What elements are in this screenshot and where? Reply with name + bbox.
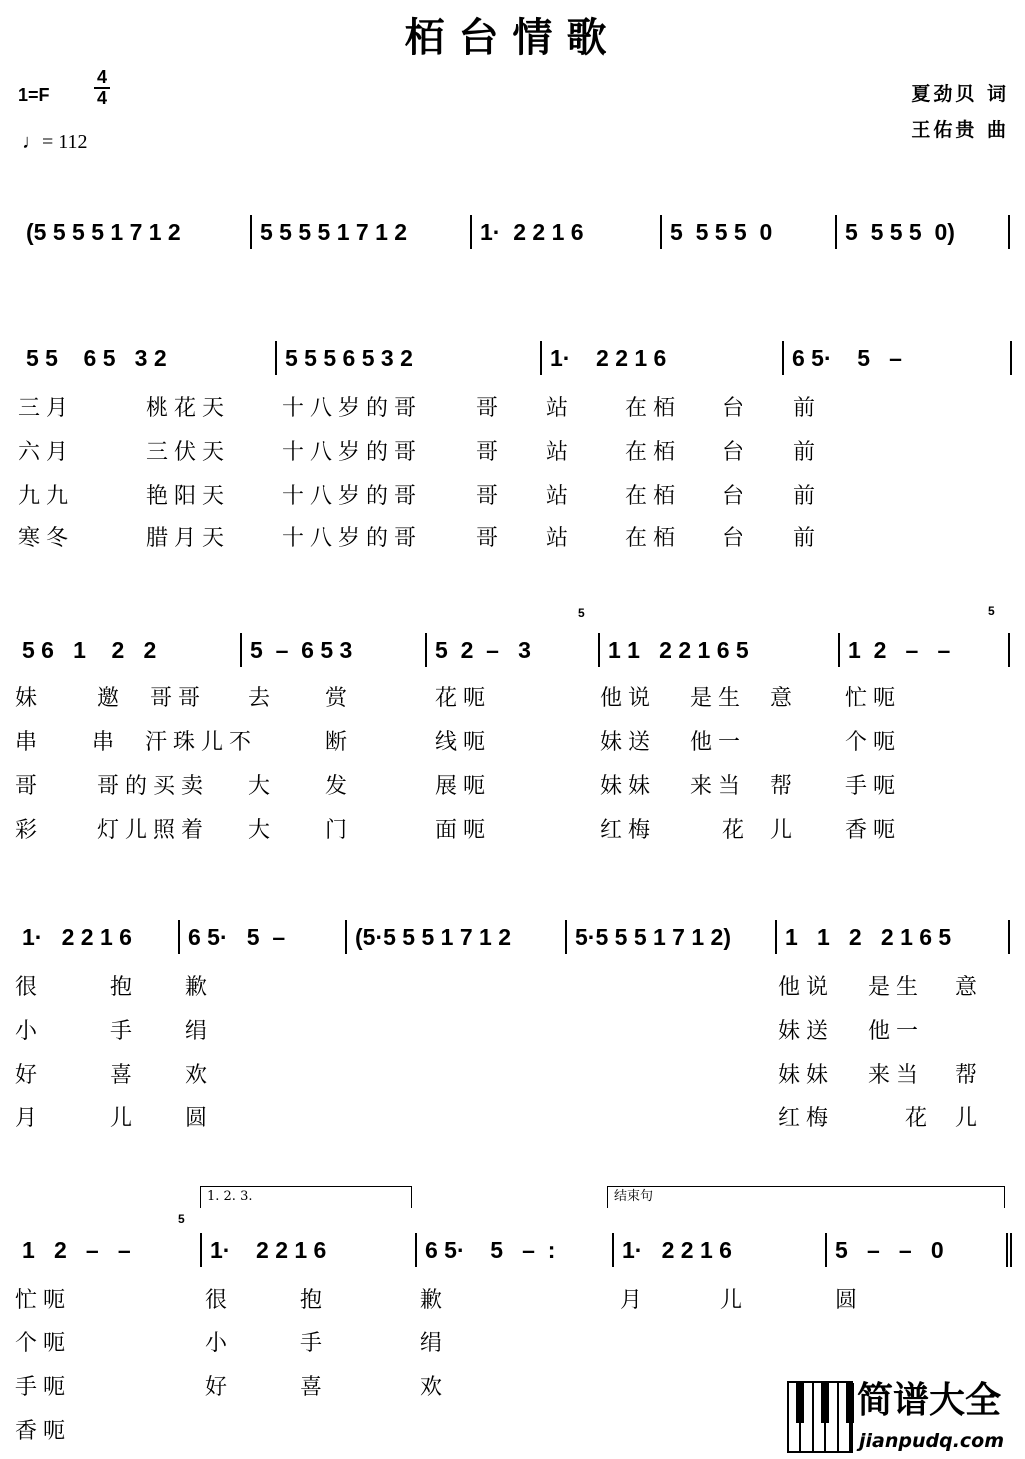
lyric-syllable: 邀 [97, 686, 126, 711]
lyric-syllable: 艳阳天 [146, 484, 231, 509]
lyric-syllable: 面呃 [435, 818, 492, 843]
lyric-syllable: 六月 [18, 440, 75, 465]
piano-keys-icon [787, 1381, 853, 1453]
lyric-syllable: 意 [770, 686, 799, 711]
measure: 6 5· 5 – [782, 341, 1012, 375]
lyric-syllable: 台 [722, 526, 751, 551]
measure: 5 2 – 3 [425, 633, 598, 667]
lyric-syllable: 桃花天 [146, 396, 231, 421]
logo-url: jianpudq.com [859, 1430, 1005, 1452]
measure: 1· 2 2 1 6 [200, 1233, 415, 1267]
lyric-syllable: 在栢 [625, 484, 682, 509]
lyric-syllable: 哥哥 [150, 686, 207, 711]
time-signature-top: 4 [96, 67, 107, 87]
lyricist-credit: 夏劲贝 词 [911, 83, 1009, 105]
grace-note: 5 [988, 604, 995, 618]
lyric-syllable: 大 [248, 818, 277, 843]
measure: 6 5· 5 – [178, 920, 345, 954]
measure: 5 – – 0 [825, 1233, 1012, 1267]
lyric-syllable: 站 [546, 440, 575, 465]
staff-row [18, 341, 1012, 375]
lyric-syllable: 他说 [600, 686, 657, 711]
lyric-syllable: 小 [205, 1331, 234, 1356]
lyric-syllable: 是生 [690, 686, 747, 711]
lyric-syllable: 台 [722, 484, 751, 509]
lyric-syllable: 三月 [18, 396, 75, 421]
lyric-syllable: 前 [793, 484, 822, 509]
lyric-syllable: 好 [205, 1375, 234, 1400]
lyric-syllable: 花呃 [435, 686, 492, 711]
measure: 1 1 2 2 1 6 5 [598, 633, 838, 667]
lyric-syllable: 很 [205, 1288, 234, 1313]
lyric-syllable: 他一 [868, 1019, 925, 1044]
lyric-syllable: 在栢 [625, 396, 682, 421]
lyric-syllable: 小 [15, 1019, 44, 1044]
measure: 5 – 6 5 3 [240, 633, 425, 667]
lyric-syllable: 前 [793, 396, 822, 421]
lyric-syllable: 十八岁的哥 [282, 526, 423, 551]
staff-row [14, 920, 1010, 954]
lyric-syllable: 大 [248, 774, 277, 799]
volta-final-ending: 结束句 [607, 1186, 1005, 1208]
lyric-syllable: 哥的买卖 [97, 774, 210, 799]
volta-repeat-ending: 1. 2. 3. [200, 1186, 412, 1208]
measure: 5 5 6 5 3 2 [26, 345, 167, 371]
lyric-syllable: 十八岁的哥 [282, 484, 423, 509]
site-logo [787, 1379, 1019, 1455]
lyric-syllable: 站 [546, 396, 575, 421]
measure: 5·5 5 5 1 7 1 2) [565, 920, 775, 954]
lyric-syllable: 前 [793, 526, 822, 551]
measure: 1· 2 2 1 6 [540, 341, 782, 375]
lyric-syllable: 哥 [476, 396, 505, 421]
lyric-syllable: 意 [955, 975, 984, 1000]
lyric-syllable: 圆 [835, 1288, 864, 1313]
lyric-syllable: 圆 [185, 1106, 214, 1131]
lyric-syllable: 妹 [15, 686, 44, 711]
staff-row [18, 215, 1010, 249]
lyric-syllable: 儿 [720, 1288, 749, 1313]
measure: 1· 2 2 1 6 [22, 924, 132, 950]
lyric-syllable: 腊月天 [146, 526, 231, 551]
lyric-syllable: 喜 [110, 1063, 139, 1088]
lyric-syllable: 彩 [15, 818, 44, 843]
lyric-syllable: 很 [15, 975, 44, 1000]
staff-row [14, 633, 1010, 667]
lyric-syllable: 去 [248, 686, 277, 711]
lyric-syllable: 灯儿照着 [97, 818, 210, 843]
lyric-syllable: 九九 [18, 484, 75, 509]
lyric-syllable: 门 [325, 818, 354, 843]
measure: 1 2 – – [838, 633, 1010, 667]
measure: 5 5 5 5 1 7 1 2 [250, 215, 470, 249]
lyric-syllable: 在栢 [625, 526, 682, 551]
measure: 6 5· 5 – : [415, 1233, 612, 1267]
lyric-syllable: 红梅 [600, 818, 657, 843]
lyric-syllable: 月 [15, 1106, 44, 1131]
lyric-syllable: 花 [905, 1106, 934, 1131]
lyric-syllable: 来当 [868, 1063, 925, 1088]
grace-note: 5 [178, 1212, 185, 1226]
lyric-syllable: 三伏天 [146, 440, 231, 465]
lyric-syllable: 站 [546, 526, 575, 551]
lyric-syllable: 赏 [325, 686, 354, 711]
lyric-syllable: 香呃 [15, 1419, 72, 1444]
lyric-syllable: 汗珠儿不 [145, 730, 258, 755]
song-title: 栢台情歌 [404, 14, 621, 61]
lyric-syllable: 妹妹 [778, 1063, 835, 1088]
measure: 5 5 5 6 5 3 2 [275, 341, 540, 375]
grace-note: 5 [578, 606, 585, 620]
lyric-syllable: 欢 [420, 1375, 449, 1400]
lyric-syllable: 是生 [868, 975, 925, 1000]
lyric-syllable: 帮 [955, 1063, 984, 1088]
lyric-syllable: 绢 [420, 1331, 449, 1356]
lyric-syllable: 好 [15, 1063, 44, 1088]
lyric-syllable: 发 [325, 774, 354, 799]
lyric-syllable: 他一 [690, 730, 747, 755]
lyric-syllable: 来当 [690, 774, 747, 799]
lyric-syllable: 欢 [185, 1063, 214, 1088]
lyric-syllable: 站 [546, 484, 575, 509]
staff-row [14, 1233, 1012, 1267]
lyric-syllable: 十八岁的哥 [282, 396, 423, 421]
lyric-syllable: 展呃 [435, 774, 492, 799]
lyric-syllable: 忙呃 [845, 686, 902, 711]
lyric-syllable: 哥 [476, 440, 505, 465]
lyric-syllable: 月 [620, 1288, 649, 1313]
lyric-syllable: 帮 [770, 774, 799, 799]
lyric-syllable: 在栢 [625, 440, 682, 465]
lyric-syllable: 绢 [185, 1019, 214, 1044]
measure: 1 1 2 2 1 6 5 [775, 920, 1010, 954]
measure: (5·5 5 5 1 7 1 2 [345, 920, 565, 954]
lyric-syllable: 妹送 [600, 730, 657, 755]
lyric-syllable: 线呃 [435, 730, 492, 755]
lyric-syllable: 手呃 [15, 1375, 72, 1400]
tempo-marking: ♩= 112 [22, 131, 88, 153]
lyric-syllable: 前 [793, 440, 822, 465]
lyric-syllable: 儿 [110, 1106, 139, 1131]
logo-name: 简谱大全 [857, 1380, 1002, 1421]
lyric-syllable: 妹送 [778, 1019, 835, 1044]
time-signature [94, 68, 110, 108]
lyric-syllable: 串 [92, 730, 121, 755]
lyric-syllable: 哥 [15, 774, 44, 799]
lyric-syllable: 手呃 [845, 774, 902, 799]
composer-credit: 王佑贵 曲 [911, 119, 1009, 141]
lyric-syllable: 喜 [300, 1375, 329, 1400]
lyric-syllable: 台 [722, 396, 751, 421]
lyric-syllable: 断 [325, 730, 354, 755]
lyric-syllable: 妹妹 [600, 774, 657, 799]
measure: 1· 2 2 1 6 [612, 1233, 825, 1267]
lyric-syllable: 串 [15, 730, 44, 755]
lyric-syllable: 香呃 [845, 818, 902, 843]
lyric-syllable: 十八岁的哥 [282, 440, 423, 465]
lyric-syllable: 手 [300, 1331, 329, 1356]
lyric-syllable: 花 [722, 818, 751, 843]
measure: (5 5 5 5 1 7 1 2 [26, 219, 181, 245]
lyric-syllable: 忙呃 [15, 1288, 72, 1313]
lyric-syllable: 个呃 [845, 730, 902, 755]
key-signature: 1=F [18, 85, 50, 105]
time-signature-bottom: 4 [96, 88, 107, 108]
measure: 1 2 – – [22, 1237, 131, 1263]
lyric-syllable: 抱 [300, 1288, 329, 1313]
lyric-syllable: 歉 [185, 975, 214, 1000]
measure: 5 5 5 5 0) [835, 215, 1010, 249]
measure: 1· 2 2 1 6 [470, 215, 660, 249]
lyric-syllable: 歉 [420, 1288, 449, 1313]
lyric-syllable: 哥 [476, 526, 505, 551]
lyric-syllable: 寒冬 [18, 526, 75, 551]
lyric-syllable: 手 [110, 1019, 139, 1044]
lyric-syllable: 哥 [476, 484, 505, 509]
lyric-syllable: 台 [722, 440, 751, 465]
lyric-syllable: 儿 [955, 1106, 984, 1131]
measure: 5 6 1 2 2 [22, 637, 157, 663]
lyric-syllable: 红梅 [778, 1106, 835, 1131]
lyric-syllable: 他说 [778, 975, 835, 1000]
measure: 5 5 5 5 0 [660, 215, 835, 249]
lyric-syllable: 抱 [110, 975, 139, 1000]
lyric-syllable: 个呃 [15, 1331, 72, 1356]
lyric-syllable: 儿 [770, 818, 799, 843]
